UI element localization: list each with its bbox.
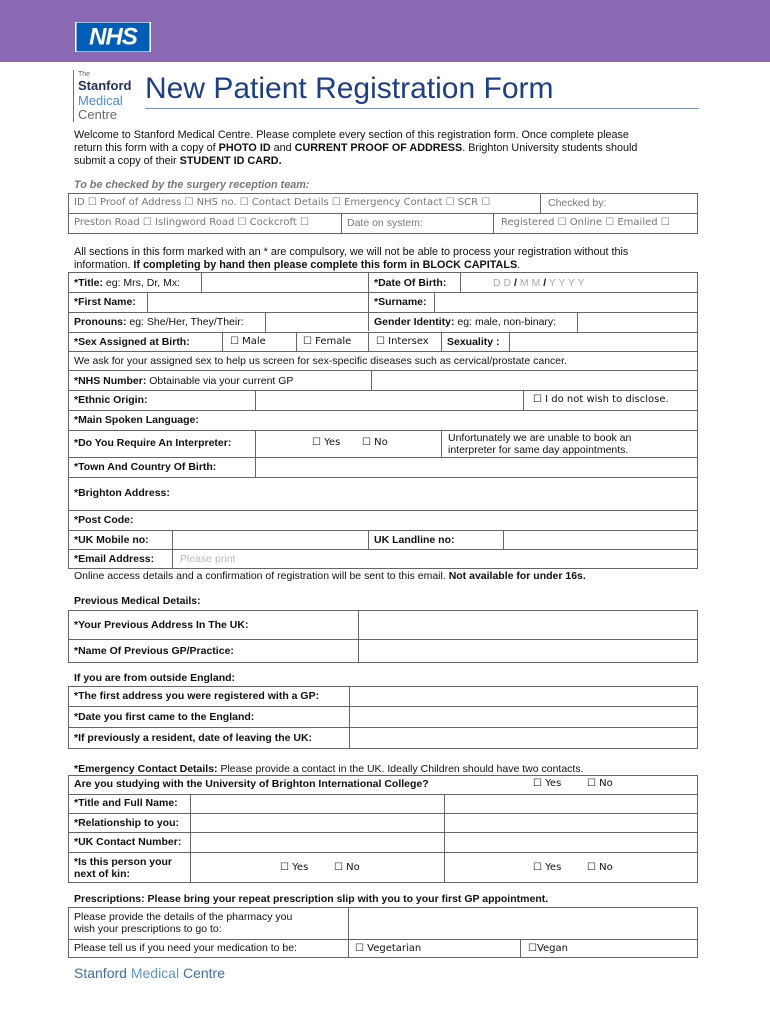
online-access-note: Online access details and a confirmation of registration will be sent to this email. Not available for under 16s. [74,570,586,582]
checked-by: Checked by: [548,197,607,209]
previous-gp-label: *Name Of Previous GP/Practice: [74,645,234,657]
dob-field[interactable]: D D / M M / Y Y Y Y [493,277,585,289]
branch-checklist[interactable]: Preston Road ☐ Islingword Road ☐ Cockcroft ☐ [74,217,309,228]
next-of-kin-label: *Is this person your next of kin: [74,856,173,880]
interpreter-note: Unfortunately we are unable to book an interpreter for same day appointments. [448,432,632,456]
brighton-address-label: *Brighton Address: [74,487,170,499]
medication-label: Please tell us if you need your medication to be: [74,942,297,954]
sex-label: *Sex Assigned at Birth: [74,336,190,348]
interpreter-yes[interactable]: ☐ Yes [312,437,341,448]
college-yes[interactable]: ☐ Yes [533,778,562,789]
female-checkbox[interactable]: ☐ Female [303,336,352,347]
reception-checklist[interactable]: ID ☐ Proof of Address ☐ NHS no. ☐ Contact Details ☐ Emergency Contact ☐ SCR ☐ [74,197,491,208]
date-leaving-label: *If previously a resident, date of leaving the UK: [74,732,313,744]
sexuality-label: Sexuality : [447,336,500,348]
kin-no-2[interactable]: ☐ No [587,862,613,873]
outside-heading: If you are from outside England: [74,672,236,684]
kin-yes-2[interactable]: ☐ Yes [533,862,562,873]
registration-checklist[interactable]: Registered ☐ Online ☐ Emailed ☐ [501,217,670,228]
kin-no-1[interactable]: ☐ No [334,862,360,873]
intro-text: Welcome to Stanford Medical Centre. Please complete every section of this registration form. Once complete please return this form with a copy of PHOTO ID and CURRENT PROOF OF ADDRESS. Brighton University students should submit a copy of their STUDENT ID CARD. [74,129,638,167]
nhs-number-label: *NHS Number: Obtainable via your current GP [74,375,294,387]
intersex-checkbox[interactable]: ☐ Intersex [376,336,429,347]
gender-label: Gender Identity: eg: male, non-binary: [374,316,557,328]
relationship-label: *Relationship to you: [74,817,179,829]
previous-heading: Previous Medical Details: [74,595,201,607]
email-input[interactable]: Please print [180,553,236,565]
college-question: Are you studying with the University of Brighton International College? [74,778,429,790]
prescriptions-heading: Prescriptions: Please bring your repeat prescription slip with you to your first GP appointment. [74,893,549,905]
birth-town-label: *Town And Country Of Birth: [74,461,217,473]
landline-label: UK Landline no: [374,534,455,546]
previous-address-label: *Your Previous Address In The UK: [74,619,249,631]
contact-name-label: *Title and Full Name: [74,797,178,809]
mobile-label: *UK Mobile no: [74,534,149,546]
compulsory-note: All sections in this form marked with an * are compulsory, we will not be able to process your registration without this information. If completing by hand then please complete this form in BLOCK CAPITALS. [74,246,629,271]
first-name-label: *First Name: [74,296,136,308]
vegan-checkbox[interactable]: ☐Vegan [528,943,568,954]
language-label: *Main Spoken Language: [74,414,199,426]
page-title: New Patient Registration Form [145,72,554,105]
college-no[interactable]: ☐ No [587,778,613,789]
contact-number-label: *UK Contact Number: [74,836,182,848]
emergency-heading: *Emergency Contact Details: Please provide a contact in the UK. Ideally Children should have two contacts. [74,763,584,775]
pronouns-label: Pronouns: eg: She/Her, They/Their: [74,316,244,328]
title-label: *Title: eg: Mrs, Dr, Mx: [74,277,180,289]
date-on-system: Date on system: [347,217,423,229]
disclose-checkbox[interactable]: ☐ I do not wish to disclose. [533,394,669,405]
reception-heading: To be checked by the surgery reception team: [74,179,310,191]
male-checkbox[interactable]: ☐ Male [230,336,266,347]
surname-label: *Surname: [374,296,427,308]
interpreter-label: *Do You Require An Interpreter: [74,437,232,449]
kin-yes-1[interactable]: ☐ Yes [280,862,309,873]
ethnic-origin-label: *Ethnic Origin: [74,394,148,406]
nhs-header-bar [0,0,770,62]
nhs-logo: NHS [75,22,151,52]
date-came-label: *Date you first came to the England: [74,711,255,723]
pharmacy-label: Please provide the details of the pharmacy you wish your prescriptions to go to: [74,911,293,935]
footer-logo: Stanford Medical Centre [74,965,225,981]
vegetarian-checkbox[interactable]: ☐ Vegetarian [355,943,422,954]
stanford-medical-centre-logo: The Stanford Medical Centre [73,70,142,122]
title-rule [145,108,699,109]
dob-label: *Date Of Birth: [374,277,447,289]
interpreter-no[interactable]: ☐ No [362,437,388,448]
sex-note: We ask for your assigned sex to help us screen for sex-specific diseases such as cervical/prostate cancer. [74,355,567,367]
email-label: *Email Address: [74,553,155,565]
post-code-label: *Post Code: [74,514,134,526]
first-gp-address-label: *The first address you were registered with a GP: [74,690,320,702]
